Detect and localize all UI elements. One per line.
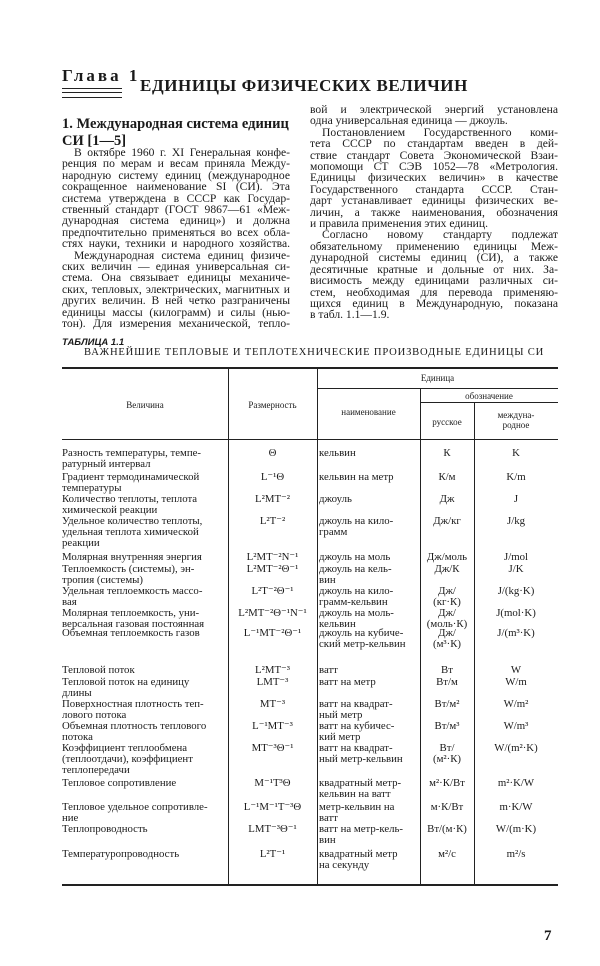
cell-quantity: Молярная внутренняя энергия bbox=[62, 551, 202, 563]
chapter-label: Глава 1 bbox=[62, 66, 141, 85]
cell-unit-russian: Вт/м³ bbox=[434, 720, 460, 732]
table-row bbox=[62, 778, 558, 802]
cell-unit-name: метр-кельвин на ватт bbox=[319, 801, 395, 825]
cell-unit-name: джоуль на кило- грамм bbox=[319, 515, 394, 539]
paragraph bbox=[310, 104, 558, 127]
cell-unit-international: m·K/W bbox=[499, 801, 533, 813]
text-line: система утверждена в СССР как Государ- bbox=[62, 191, 290, 205]
cell-unit-russian: Дж/ (моль·К) bbox=[426, 607, 468, 631]
table-title: ВАЖНЕЙШИЕ ТЕПЛОВЫЕ И ТЕПЛОТЕХНИЧЕСКИЕ ПРОИЗВОДНЫЕ ЕДИНИЦЫ СИ bbox=[84, 347, 545, 358]
cell-dimension: M⁻¹T³Θ bbox=[254, 777, 291, 789]
table-row bbox=[62, 628, 558, 665]
text-line: мопомощи СТ СЭВ 1052—78 «Метрология. bbox=[310, 160, 558, 174]
cell-unit-name: ватт на кубичес- кий метр bbox=[319, 720, 395, 744]
cell-dimension: L⁻¹MT⁻³ bbox=[252, 720, 293, 732]
cell-quantity: Удельное количество теплоты, удельная теплота химической реакции bbox=[62, 515, 203, 550]
table-row bbox=[62, 743, 558, 778]
text-line: стях науки, техники и народного хозяйства. bbox=[62, 237, 290, 251]
cell-unit-international: W/(m·K) bbox=[495, 823, 537, 835]
paragraph bbox=[310, 127, 558, 230]
right-text-column bbox=[310, 104, 558, 321]
cell-unit-name: джоуль на кубиче- ский метр-кельвин bbox=[319, 627, 406, 651]
cell-unit-name: ватт на квадрат- ный метр bbox=[319, 698, 393, 722]
chapter-title: ЕДИНИЦЫ ФИЗИЧЕСКИХ ВЕЛИЧИН bbox=[140, 76, 468, 95]
cell-dimension: L⁻¹MT⁻²Θ⁻¹ bbox=[243, 627, 302, 639]
cell-unit-name: ватт на метр bbox=[319, 676, 376, 688]
cell-dimension: LMT⁻³ bbox=[256, 676, 289, 688]
cell-unit-international: J/K bbox=[508, 563, 524, 575]
cell-quantity: Градиент термодинамической температуры bbox=[62, 471, 200, 495]
cell-dimension: MT⁻³Θ⁻¹ bbox=[251, 742, 294, 754]
cell-unit-russian: Дж bbox=[439, 493, 455, 505]
paragraph bbox=[62, 250, 290, 330]
page-number: 7 bbox=[544, 928, 552, 944]
cell-dimension: L²T⁻² bbox=[259, 515, 286, 527]
text-line: одна универсальная единица — джоуль. bbox=[310, 114, 508, 128]
cell-unit-name: кельвин на метр bbox=[319, 471, 394, 483]
cell-dimension: L⁻¹Θ bbox=[260, 471, 285, 483]
table-row bbox=[62, 607, 558, 631]
cell-unit-russian: Дж/кг bbox=[433, 515, 461, 527]
cell-unit-international: W/(m²·K) bbox=[494, 742, 538, 754]
cell-quantity: Объемная теплоемкость газов bbox=[62, 627, 200, 639]
cell-unit-international: J/mol bbox=[504, 551, 528, 563]
table-row bbox=[62, 802, 558, 824]
cell-unit-russian: К/м bbox=[438, 471, 456, 483]
paragraph bbox=[310, 229, 558, 320]
cell-unit-russian: Вт/м² bbox=[434, 698, 460, 710]
cell-unit-international: m²/s bbox=[506, 848, 526, 860]
cell-quantity: Тепловое удельное сопротивле- ние bbox=[62, 801, 208, 825]
table-label: ТАБЛИЦА 1.1 bbox=[62, 337, 125, 348]
text-line: щихся единиц в Международную, показана bbox=[310, 296, 558, 310]
text-line: дународная система единиц») и должна bbox=[62, 214, 290, 228]
text-line: Постановлением Государственного коми- bbox=[322, 125, 558, 139]
cell-unit-name: джоуль на моль- кельвин bbox=[319, 607, 394, 631]
paragraph bbox=[62, 147, 290, 250]
table-row bbox=[62, 472, 558, 494]
cell-unit-russian: Дж/моль bbox=[426, 551, 468, 563]
cell-unit-name: квадратный метр на секунду bbox=[319, 848, 398, 872]
table-header bbox=[62, 369, 558, 440]
header-name: наименование bbox=[341, 407, 396, 417]
text-line: ских величин — единая универсальная си- bbox=[62, 260, 290, 274]
header-quantity: Величина bbox=[126, 400, 164, 410]
units-table bbox=[62, 367, 558, 886]
cell-quantity: Объемная плотность теплового потока bbox=[62, 720, 207, 744]
cell-quantity: Коэффициент теплообмена (теплоотдачи), коэффициент теплопередачи bbox=[62, 742, 193, 777]
cell-unit-international: J/kg bbox=[507, 515, 525, 527]
table-row bbox=[62, 494, 558, 516]
cell-quantity: Теплопроводность bbox=[62, 823, 148, 835]
text-line: в табл. 1.1—1.9. bbox=[310, 308, 390, 322]
text-line: стема. Она связывает единицы механиче- bbox=[62, 271, 290, 285]
table-row bbox=[62, 824, 558, 849]
cell-unit-name: джоуль на моль bbox=[319, 551, 391, 563]
cell-quantity: Температуропроводность bbox=[62, 848, 180, 860]
left-text-column bbox=[62, 147, 290, 330]
table-row bbox=[62, 586, 558, 608]
cell-quantity: Поверхностная плотность теп- лового потока bbox=[62, 698, 204, 722]
cell-unit-name: кельвин bbox=[319, 447, 356, 459]
cell-quantity: Тепловое сопротивление bbox=[62, 777, 177, 789]
cell-unit-russian: м²/с bbox=[438, 848, 456, 860]
header-unit: Единица bbox=[420, 373, 455, 383]
text-line: сокращенное наименование SI (СИ). Эта bbox=[62, 180, 290, 194]
cell-unit-name: ватт на квадрат- ный метр-кельвин bbox=[319, 742, 403, 766]
cell-unit-name: джоуль на кель- вин bbox=[319, 563, 392, 587]
cell-dimension: L²MT⁻³ bbox=[255, 664, 290, 676]
text-line: единицы массы (килограмм) и силы (нью- bbox=[62, 305, 290, 319]
text-line: ских, тепловых, электрических, магнитных и bbox=[62, 282, 290, 296]
header-dimension: Размерность bbox=[248, 400, 297, 410]
text-line: ственный стандарт (ГОСТ 9867—61 «Меж- bbox=[62, 203, 290, 217]
table-row bbox=[62, 849, 558, 876]
cell-unit-name: квадратный метр- кельвин на ватт bbox=[319, 777, 402, 801]
text-line: дарт устанавливает единицы физических ве- bbox=[310, 194, 558, 208]
text-line: Международная система единиц физиче- bbox=[74, 248, 290, 262]
text-line: В октябре 1960 г. XI Генеральная конфе- bbox=[74, 146, 290, 159]
text-line: ренция по мерам и весам приняла Между- bbox=[62, 157, 290, 171]
text-line: стем, необходимая для перевода применяю- bbox=[310, 285, 558, 299]
cell-quantity: Количество теплоты, теплота химической реакции bbox=[62, 493, 198, 517]
cell-unit-international: K bbox=[512, 447, 520, 459]
text-line: личин, а также наименования, обозначения bbox=[310, 205, 558, 219]
section-heading: 1. Международная система единиц СИ [1—5] bbox=[62, 116, 289, 149]
cell-quantity: Удельная теплоемкость массо- вая bbox=[62, 585, 203, 609]
header-rule bbox=[420, 402, 558, 403]
cell-unit-russian: Вт/ (м²·К) bbox=[432, 742, 462, 766]
cell-unit-russian: Дж/ (м³·К) bbox=[432, 627, 462, 651]
text-line: Единицы физических величин» в качестве bbox=[310, 171, 558, 185]
cell-unit-international: W/m bbox=[505, 676, 527, 688]
table-row bbox=[62, 516, 558, 552]
cell-unit-international: m²·K/W bbox=[497, 777, 535, 789]
header-russian: русское bbox=[432, 417, 462, 427]
cell-quantity: Теплоемкость (системы), эн- тропия (системы) bbox=[62, 563, 195, 587]
cell-unit-russian: К bbox=[443, 447, 451, 459]
cell-unit-russian: м·К/Вт bbox=[430, 801, 464, 813]
chapter-rule-divider bbox=[62, 88, 122, 98]
cell-unit-name: джоуль bbox=[319, 493, 352, 505]
cell-unit-russian: Вт bbox=[441, 664, 453, 676]
cell-quantity: Молярная теплоемкость, уни- версальная газовая постоянная bbox=[62, 607, 205, 631]
text-line: обязательному применению единицы Меж- bbox=[310, 239, 558, 253]
cell-unit-international: K/m bbox=[506, 471, 526, 483]
header-international: междуна- родное bbox=[497, 410, 535, 430]
cell-quantity: Разность температуры, темпе- ратурный интервал bbox=[62, 447, 201, 471]
table-row bbox=[62, 721, 558, 743]
cell-unit-international: J bbox=[513, 493, 519, 505]
text-line: тон). Для измерения механической, тепло- bbox=[62, 317, 290, 331]
cell-dimension: L⁻¹M⁻¹T⁻³Θ bbox=[243, 801, 302, 813]
cell-dimension: L²MT⁻²Θ⁻¹ bbox=[246, 563, 299, 575]
text-line: народную систему единиц (международное bbox=[62, 168, 290, 182]
cell-dimension: L²T⁻²Θ⁻¹ bbox=[251, 585, 294, 597]
cell-dimension: L²MT⁻² bbox=[255, 493, 290, 505]
cell-dimension: L²MT⁻²N⁻¹ bbox=[246, 551, 299, 563]
table-row bbox=[62, 564, 558, 586]
text-line: дународной системы единиц (СИ), а также bbox=[310, 251, 558, 265]
text-line: предпочтительно применяться во всех обла- bbox=[62, 225, 290, 239]
cell-dimension: MT⁻³ bbox=[259, 698, 286, 710]
text-line: Государственного стандарта СССР. Стан- bbox=[310, 182, 558, 196]
cell-unit-russian: Дж/К bbox=[434, 563, 460, 575]
cell-unit-russian: Дж/ (кг·К) bbox=[433, 585, 461, 609]
table-row bbox=[62, 699, 558, 721]
text-line: Согласно новому стандарту подлежат bbox=[322, 228, 558, 242]
cell-dimension: Θ bbox=[268, 447, 277, 459]
cell-unit-russian: Вт/(м·К) bbox=[427, 823, 467, 835]
cell-dimension: L²MT⁻²Θ⁻¹N⁻¹ bbox=[238, 607, 307, 619]
text-line: висимость между единицами различных си- bbox=[310, 274, 558, 288]
table-row bbox=[62, 448, 558, 472]
cell-unit-international: J/(m³·K) bbox=[497, 627, 535, 639]
cell-unit-international: J/(kg·K) bbox=[497, 585, 535, 597]
cell-unit-international: J(mol·K) bbox=[496, 607, 536, 619]
text-line: тета СССР по стандартам введен в дей- bbox=[310, 137, 558, 151]
cell-unit-name: джоуль на кило- грамм-кельвин bbox=[319, 585, 394, 609]
cell-unit-russian: Вт/м bbox=[436, 676, 458, 688]
cell-dimension: L²T⁻¹ bbox=[259, 848, 286, 860]
text-line: вой и электрической энергий установлена bbox=[310, 103, 558, 116]
cell-dimension: LMT⁻³Θ⁻¹ bbox=[248, 823, 297, 835]
text-line: и правила применения этих единиц. bbox=[310, 217, 488, 231]
cell-unit-name: ватт bbox=[319, 664, 338, 676]
cell-unit-international: W/m² bbox=[503, 698, 529, 710]
cell-unit-international: W bbox=[510, 664, 522, 676]
cell-quantity: Тепловой поток bbox=[62, 664, 135, 676]
table-row bbox=[62, 677, 558, 699]
table-body bbox=[62, 440, 558, 884]
header-rule bbox=[317, 388, 558, 389]
text-line: ствие стандарт Совета Экономической Взаи- bbox=[310, 148, 558, 162]
cell-unit-russian: м²·К/Вт bbox=[429, 777, 465, 789]
text-line: других величин. В ней четко разграничены bbox=[62, 294, 290, 308]
text-line: десятичные кратные и дольные от них. За- bbox=[310, 262, 558, 276]
cell-unit-international: W/m³ bbox=[503, 720, 529, 732]
cell-unit-name: ватт на метр-кель- вин bbox=[319, 823, 404, 847]
cell-quantity: Тепловой поток на единицу длины bbox=[62, 676, 190, 700]
header-designation: обозначение bbox=[465, 391, 513, 401]
